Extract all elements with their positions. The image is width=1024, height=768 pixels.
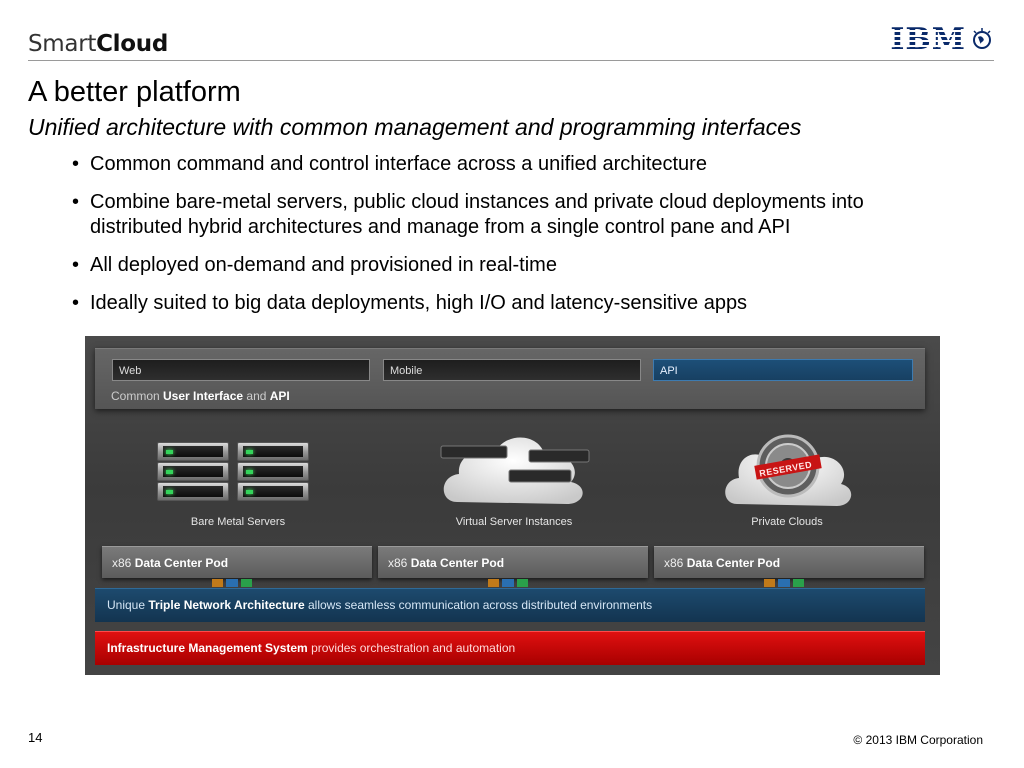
bullet-item: • All deployed on-demand and provisioned in real-time — [70, 253, 950, 278]
data-center-pod: x86 Data Center Pod — [102, 546, 372, 578]
bullet-item: • Ideally suited to big data deployments, high I/O and latency-sensitive apps — [70, 291, 950, 316]
bullet-item: • Common command and control interface across a unified architecture — [70, 152, 950, 177]
brand-bold: Cloud — [96, 31, 168, 57]
virtual-server-label: Virtual Server Instances — [455, 516, 573, 528]
ui-caption: Common User Interface and API — [111, 389, 290, 403]
header-divider — [28, 60, 994, 61]
triple-network-bar: Unique Triple Network Architecture allows seamless communication across distributed environments — [95, 588, 925, 622]
private-clouds-label: Private Clouds — [751, 516, 823, 528]
pod-connectors — [212, 579, 252, 587]
api-box: API — [653, 359, 913, 381]
slide-title: A better platform — [28, 76, 241, 108]
ibm-logo — [890, 22, 994, 56]
globe-icon — [970, 27, 994, 51]
architecture-diagram — [85, 336, 940, 675]
reserved-stamp: RESERVED — [758, 459, 813, 479]
brand-light: Smart — [28, 31, 97, 57]
web-box: Web — [112, 359, 370, 381]
virtual-cloud-icon — [435, 424, 595, 510]
mobile-box: Mobile — [383, 359, 641, 381]
bullet-item: • Combine bare-metal servers, public cloud instances and private cloud deployments into distributed hybrid architectures and manage from a single control pane and API — [70, 190, 950, 240]
slide-subtitle: Unified architecture with common management and programming interfaces — [28, 114, 802, 140]
pod-connectors — [488, 579, 528, 587]
page-number: 14 — [28, 730, 43, 745]
bullet-list — [70, 152, 950, 329]
copyright: © 2013 IBM Corporation — [853, 733, 983, 747]
bare-metal-label: Bare Metal Servers — [190, 516, 286, 528]
smartcloud-logo — [28, 30, 168, 58]
data-center-pod: x86 Data Center Pod — [378, 546, 648, 578]
data-center-pod: x86 Data Center Pod — [654, 546, 924, 578]
user-interface-panel — [95, 348, 925, 409]
pod-connectors — [764, 579, 804, 587]
ibm-logo-text: IBM — [890, 21, 966, 57]
infrastructure-management-bar: Infrastructure Management System provides orchestration and automation — [95, 631, 925, 665]
